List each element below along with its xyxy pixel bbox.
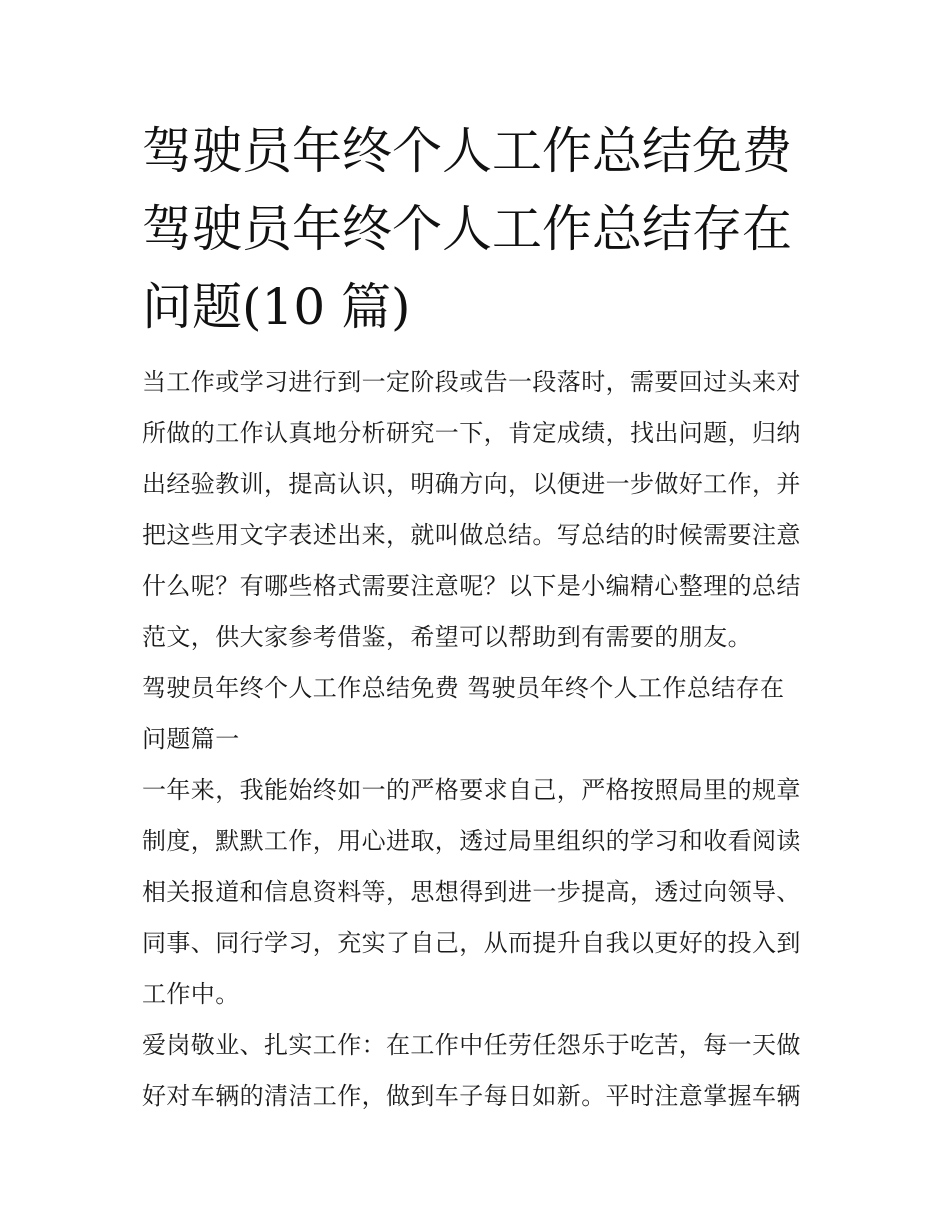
title-line: 驾驶员年终个人工作总结存在	[142, 200, 792, 258]
text-line: 同事、同行学习，充实了自己，从而提升自我以更好的投入到	[142, 929, 801, 957]
text-line: 制度，默默工作，用心进取，透过局里组织的学习和收看阅读	[142, 827, 801, 855]
text-line: 工作中。	[142, 980, 240, 1008]
text-line: 所做的工作认真地分析研究一下，肯定成绩，找出问题，归纳	[142, 419, 801, 447]
text-line: 相关报道和信息资料等，思想得到进一步提高，透过向领导、	[142, 878, 801, 906]
text-line: 好对车辆的清洁工作，做到车子每日如新。平时注意掌握车辆	[142, 1082, 801, 1110]
text-line: 什么呢？有哪些格式需要注意呢？以下是小编精心整理的总结	[142, 572, 801, 600]
text-line: 爱岗敬业、扎实工作：在工作中任劳任怨乐于吃苦，每一天做	[142, 1031, 801, 1059]
text-line: 范文，供大家参考借鉴，希望可以帮助到有需要的朋友。	[142, 623, 752, 651]
intro-paragraph	[142, 357, 822, 663]
body-paragraph-1	[142, 765, 822, 1020]
text-line: 一年来，我能始终如一的严格要求自己，严格按照局里的规章	[142, 776, 801, 804]
text-line: 出经验教训，提高认识，明确方向，以便进一步做好工作，并	[142, 470, 801, 498]
title-line: 驾驶员年终个人工作总结免费	[142, 122, 792, 180]
title-line: 问题(10 篇)	[142, 278, 411, 336]
text-line: 把这些用文字表述出来，就叫做总结。写总结的时候需要注意	[142, 521, 801, 549]
text-line: 问题篇一	[142, 725, 240, 753]
body-paragraph-2	[142, 1020, 822, 1122]
text-line: 驾驶员年终个人工作总结免费 驾驶员年终个人工作总结存在	[142, 674, 785, 702]
section-heading	[142, 663, 822, 765]
text-line: 当工作或学习进行到一定阶段或告一段落时，需要回过头来对	[142, 368, 801, 396]
document-title	[142, 112, 822, 346]
